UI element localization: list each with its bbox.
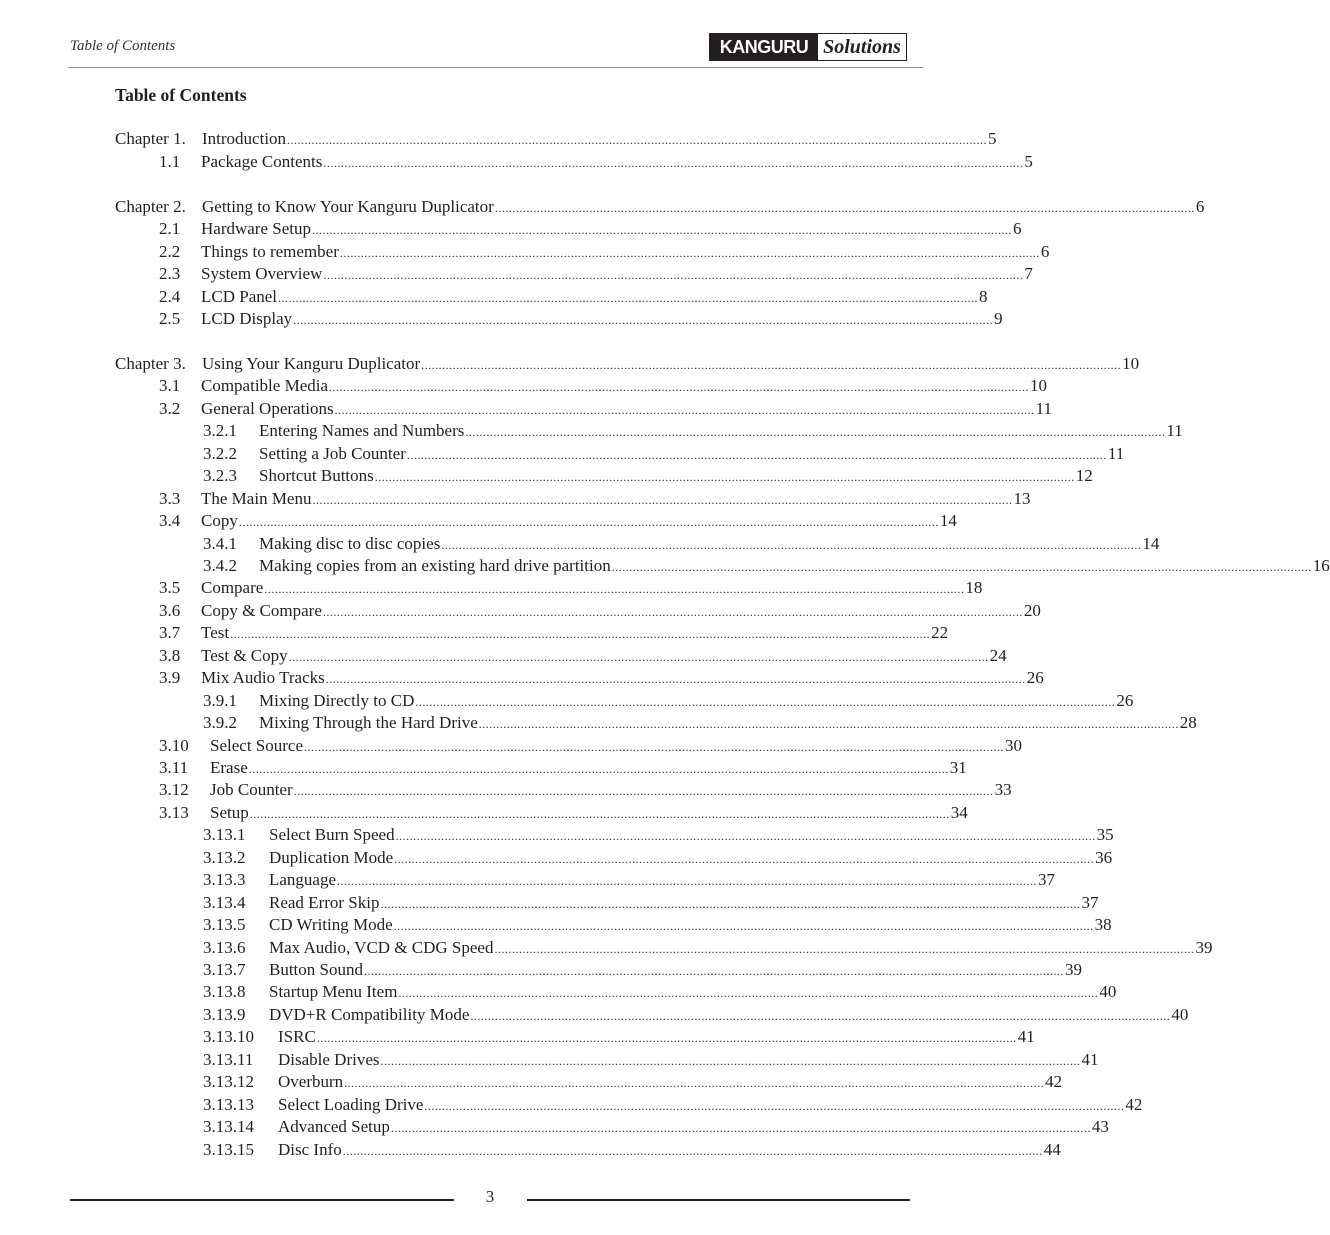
toc-dot-leader: ........................................................................................................................................................................................................ <box>415 695 1116 709</box>
toc-dot-leader: ........................................................................................................................................................................................................ <box>364 964 1064 978</box>
toc-entry-page: 7 <box>1024 264 1033 283</box>
toc-entry-title: Making disc to disc copies <box>259 534 441 553</box>
toc-dot-leader: ........................................................................................................................................................................................................ <box>312 223 1012 237</box>
toc-entry-page: 16 <box>1312 556 1330 575</box>
toc-entry-number: 3.11 <box>159 758 189 777</box>
toc-entry-title: Startup Menu Item <box>269 982 398 1001</box>
toc-entry[interactable] <box>203 420 1183 442</box>
toc-entry-number: 3.12 <box>159 780 189 799</box>
toc-entry-number: 3.3 <box>159 489 181 508</box>
toc-entry[interactable] <box>159 218 1022 240</box>
toc-entry[interactable] <box>203 1049 1099 1071</box>
toc-entry-number: 3.2.2 <box>203 444 237 463</box>
toc-entry-page: 37 <box>1081 893 1099 912</box>
toc-entry-page: 24 <box>989 646 1007 665</box>
toc-dot-leader: ........................................................................................................................................................................................................ <box>374 470 1075 484</box>
toc-dot-leader: ........................................................................................................................................................................................................ <box>465 425 1166 439</box>
toc-entry-title: Setup <box>210 803 249 822</box>
toc-dot-leader: ........................................................................................................................................................................................................ <box>323 268 1024 282</box>
toc-entry-page: 30 <box>1005 736 1022 755</box>
toc-entry[interactable] <box>203 555 1330 577</box>
toc-entry-number: 3.13.14 <box>203 1117 254 1136</box>
logo-tagline: Solutions <box>823 35 901 58</box>
toc-entry[interactable] <box>203 1116 1109 1138</box>
toc-entry-page: 5 <box>988 129 997 148</box>
toc-entry-title: ISRC <box>278 1027 316 1046</box>
toc-entry-number: 2.2 <box>159 242 181 261</box>
toc-dot-leader: ........................................................................................................................................................................................................ <box>337 874 1038 888</box>
toc-entry-title: Entering Names and Numbers <box>259 421 465 440</box>
toc-dot-leader: ........................................................................................................................................................................................................ <box>323 156 1024 170</box>
toc-entry-title: Using Your Kanguru Duplicator <box>202 354 421 373</box>
toc-entry[interactable] <box>203 981 1117 1003</box>
toc-entry-number: 3.13.7 <box>203 960 246 979</box>
toc-heading: Table of Contents <box>115 85 247 105</box>
toc-entry-page: 39 <box>1065 960 1082 979</box>
toc-entry-page: 37 <box>1038 870 1056 889</box>
toc-entry[interactable] <box>203 1139 1061 1161</box>
toc-dot-leader: ........................................................................................................................................................................................................ <box>424 1099 1125 1113</box>
toc-entry-number: 3.4.1 <box>203 534 237 553</box>
toc-entry-title: Button Sound <box>269 960 363 979</box>
toc-entry[interactable] <box>115 128 997 150</box>
toc-entry[interactable] <box>203 1094 1143 1116</box>
toc-entry[interactable] <box>115 353 1140 375</box>
toc-entry-page: 5 <box>1024 152 1033 171</box>
toc-dot-leader: ........................................................................................................................................................................................................ <box>278 291 979 305</box>
toc-entry-page: 6 <box>1195 197 1205 216</box>
toc-entry[interactable] <box>203 533 1160 555</box>
toc-entry[interactable] <box>115 196 1205 218</box>
page-number: 3 <box>485 1187 495 1206</box>
toc-dot-leader: ........................................................................................................................................................................................................ <box>322 605 1023 619</box>
toc-entry[interactable] <box>159 645 1007 667</box>
toc-dot-leader: ........................................................................................................................................................................................................ <box>334 403 1035 417</box>
toc-dot-leader: ........................................................................................................................................................................................................ <box>393 919 1094 933</box>
toc-entry-page: 41 <box>1017 1027 1035 1046</box>
toc-entry-title: Erase <box>210 758 248 777</box>
toc-entry-number: 3.13.4 <box>203 893 246 912</box>
toc-entry[interactable] <box>159 308 1003 330</box>
toc-entry[interactable] <box>203 824 1114 846</box>
footer-rule-right <box>527 1199 910 1201</box>
toc-dot-leader: ........................................................................................................................................................................................................ <box>329 380 1030 394</box>
toc-entry-title: Max Audio, VCD & CDG Speed <box>269 938 494 957</box>
toc-entry-number: 3.13.11 <box>203 1050 254 1069</box>
toc-entry-number: 3.6 <box>159 601 181 620</box>
toc-entry-number: 3.4 <box>159 511 181 530</box>
toc-entry-title: Introduction <box>202 129 287 148</box>
toc-entry-number: Chapter 2. <box>115 197 186 216</box>
toc-entry-page: 38 <box>1094 915 1112 934</box>
toc-entry-number: 3.2 <box>159 399 181 418</box>
toc-entry[interactable] <box>159 488 1031 510</box>
toc-dot-leader: ........................................................................................................................................................................................................ <box>421 358 1122 372</box>
toc-entry-title: Select Source <box>210 736 303 755</box>
toc-entry-page: 14 <box>1142 534 1160 553</box>
toc-entry-number: 3.13.6 <box>203 938 246 957</box>
toc-entry-number: 3.13.8 <box>203 982 246 1001</box>
toc-entry-number: 3.10 <box>159 736 189 755</box>
toc-entry[interactable] <box>159 286 988 308</box>
toc-entry-title: Job Counter <box>210 780 293 799</box>
toc-entry-number: 3.9.1 <box>203 691 237 710</box>
toc-entry-number: 3.13.1 <box>203 825 246 844</box>
toc-entry[interactable] <box>203 914 1112 936</box>
toc-entry-number: 3.13.5 <box>203 915 246 934</box>
toc-dot-leader: ........................................................................................................................................................................................................ <box>344 1076 1045 1090</box>
toc-dot-leader: ........................................................................................................................................................................................................ <box>380 1054 1081 1068</box>
toc-entry-number: Chapter 3. <box>115 354 186 373</box>
toc-entry[interactable] <box>203 443 1125 465</box>
toc-entry-page: 39 <box>1195 938 1213 957</box>
toc-entry-title: LCD Panel <box>201 287 278 306</box>
footer-rule-left <box>70 1199 454 1201</box>
toc-entry-number: 1.1 <box>159 152 181 171</box>
logo-wordmark: KANGURU <box>710 34 818 60</box>
toc-entry-number: 3.9.2 <box>203 713 237 732</box>
toc-entry-title: Disc Info <box>278 1140 342 1159</box>
toc-dot-leader: ........................................................................................................................................................................................................ <box>441 538 1142 552</box>
toc-entry[interactable] <box>159 577 983 599</box>
toc-entry[interactable] <box>159 151 1033 173</box>
toc-entry[interactable] <box>159 375 1048 397</box>
toc-dot-leader: ........................................................................................................................................................................................................ <box>342 1144 1043 1158</box>
toc-dot-leader: ........................................................................................................................................................................................................ <box>394 852 1095 866</box>
toc-dot-leader: ........................................................................................................................................................................................................ <box>316 1031 1017 1045</box>
toc-entry[interactable] <box>203 1071 1063 1093</box>
running-header-title: Table of Contents <box>70 38 176 54</box>
toc-entry-page: 44 <box>1043 1140 1061 1159</box>
toc-dot-leader: ........................................................................................................................................................................................................ <box>494 942 1195 956</box>
toc-entry-number: 3.7 <box>159 623 181 642</box>
toc-entry-number: 3.8 <box>159 646 181 665</box>
toc-entry-number: 3.13.10 <box>203 1027 254 1046</box>
toc-dot-leader: ........................................................................................................................................................................................................ <box>398 986 1099 1000</box>
toc-entry[interactable] <box>159 735 1022 757</box>
toc-entry-page: 6 <box>1040 242 1050 261</box>
toc-entry-number: 2.4 <box>159 287 181 306</box>
toc-entry-title: Setting a Job Counter <box>259 444 406 463</box>
toc-entry-number: 3.13.13 <box>203 1095 254 1114</box>
toc-dot-leader: ........................................................................................................................................................................................................ <box>249 807 950 821</box>
toc-dot-leader: ........................................................................................................................................................................................................ <box>264 582 965 596</box>
toc-entry-title: Getting to Know Your Kanguru Duplicator <box>202 197 494 216</box>
toc-entry[interactable] <box>159 600 1041 622</box>
toc-entry-page: 11 <box>1107 444 1125 463</box>
toc-entry-page: 14 <box>939 511 957 530</box>
toc-entry-title: Duplication Mode <box>269 848 394 867</box>
toc-entry-title: Select Burn Speed <box>269 825 395 844</box>
toc-entry-page: 10 <box>1122 354 1140 373</box>
toc-entry-page: 12 <box>1075 466 1093 485</box>
toc-entry[interactable] <box>159 779 1012 801</box>
toc-dot-leader: ........................................................................................................................................................................................................ <box>478 717 1179 731</box>
toc-dot-leader: ........................................................................................................................................................................................................ <box>380 897 1081 911</box>
toc-entry-title: Overburn <box>278 1072 344 1091</box>
toc-dot-leader: ........................................................................................................................................................................................................ <box>293 784 994 798</box>
toc-entry-title: System Overview <box>201 264 323 283</box>
toc-entry-number: 3.13.15 <box>203 1140 254 1159</box>
toc-entry[interactable] <box>159 757 967 779</box>
toc-entry-title: Test <box>201 623 230 642</box>
toc-entry-title: General Operations <box>201 399 334 418</box>
toc-dot-leader: ........................................................................................................................................................................................................ <box>406 448 1107 462</box>
toc-entry-title: DVD+R Compatibility Mode <box>269 1005 470 1024</box>
toc-entry[interactable] <box>159 241 1050 263</box>
toc-entry-title: Read Error Skip <box>269 893 380 912</box>
toc-entry-number: 3.2.1 <box>203 421 237 440</box>
toc-entry[interactable] <box>159 802 968 824</box>
toc-entry-title: Test & Copy <box>201 646 288 665</box>
toc-entry[interactable] <box>203 847 1113 869</box>
toc-entry-title: Compare <box>201 578 264 597</box>
toc-entry-page: 42 <box>1125 1095 1143 1114</box>
toc-entry-number: 3.2.3 <box>203 466 237 485</box>
toc-entry-title: Language <box>269 870 337 889</box>
toc-entry-page: 33 <box>994 780 1012 799</box>
toc-entry-page: 28 <box>1179 713 1197 732</box>
toc-entry-page: 18 <box>965 578 983 597</box>
toc-dot-leader: ........................................................................................................................................................................................................ <box>390 1121 1091 1135</box>
toc-entry-number: 3.13.3 <box>203 870 246 889</box>
toc-dot-leader: ........................................................................................................................................................................................................ <box>395 829 1096 843</box>
toc-entry[interactable] <box>159 510 957 532</box>
toc-dot-leader: ........................................................................................................................................................................................................ <box>470 1009 1171 1023</box>
toc-entry[interactable] <box>203 959 1082 981</box>
toc-dot-leader: ........................................................................................................................................................................................................ <box>287 133 988 147</box>
toc-entry-page: 35 <box>1096 825 1114 844</box>
toc-entry[interactable] <box>159 667 1044 689</box>
toc-entry-page: 26 <box>1116 691 1134 710</box>
toc-dot-leader: ........................................................................................................................................................................................................ <box>611 560 1312 574</box>
toc-entry-number: 3.13.12 <box>203 1072 254 1091</box>
toc-entry[interactable] <box>203 892 1099 914</box>
toc-entry-title: Select Loading Drive <box>278 1095 424 1114</box>
toc-entry-page: 42 <box>1045 1072 1063 1091</box>
toc-entry-title: Advanced Setup <box>278 1117 390 1136</box>
toc-entry[interactable] <box>203 465 1093 487</box>
toc-entry-title: Package Contents <box>201 152 323 171</box>
toc-entry-page: 40 <box>1099 982 1117 1001</box>
toc-entry-title: Making copies from an existing hard drive partition <box>259 556 611 575</box>
toc-entry-title: Copy <box>201 511 238 530</box>
toc-entry-page: 41 <box>1081 1050 1099 1069</box>
toc-entry-title: CD Writing Mode <box>269 915 393 934</box>
toc-entry[interactable] <box>203 690 1134 712</box>
toc-entry-number: 2.5 <box>159 309 181 328</box>
toc-dot-leader: ........................................................................................................................................................................................................ <box>248 762 949 776</box>
toc-entry-title: Things to remember <box>201 242 339 261</box>
toc-entry-page: 20 <box>1023 601 1041 620</box>
toc-entry-number: 3.13.2 <box>203 848 246 867</box>
toc-entry-title: Mixing Directly to CD <box>259 691 415 710</box>
toc-entry[interactable] <box>159 398 1053 420</box>
toc-dot-leader: ........................................................................................................................................................................................................ <box>339 246 1040 260</box>
toc-entry-number: 3.5 <box>159 578 181 597</box>
toc-entry[interactable] <box>203 712 1197 734</box>
toc-entry-number: 3.13.9 <box>203 1005 246 1024</box>
toc-dot-leader: ........................................................................................................................................................................................................ <box>312 493 1013 507</box>
toc-entry-title: Copy & Compare <box>201 601 322 620</box>
toc-entry-page: 36 <box>1095 848 1113 867</box>
toc-entry-number: 3.13 <box>159 803 189 822</box>
toc-dot-leader: ........................................................................................................................................................................................................ <box>293 313 994 327</box>
toc-dot-leader: ........................................................................................................................................................................................................ <box>288 650 989 664</box>
toc-entry-page: 22 <box>931 623 949 642</box>
toc-entry[interactable] <box>203 1004 1189 1026</box>
toc-dot-leader: ........................................................................................................................................................................................................ <box>230 627 931 641</box>
toc-entry-title: Hardware Setup <box>201 219 311 238</box>
toc-entry-number: 2.3 <box>159 264 181 283</box>
toc-dot-leader: ........................................................................................................................................................................................................ <box>494 201 1195 215</box>
toc-entry-page: 8 <box>979 287 988 306</box>
toc-dot-leader: ........................................................................................................................................................................................................ <box>325 672 1026 686</box>
toc-entry-title: The Main Menu <box>201 489 312 508</box>
toc-entry-page: 34 <box>950 803 968 822</box>
toc-entry-page: 26 <box>1026 668 1044 687</box>
toc-entry[interactable] <box>203 937 1213 959</box>
toc-entry[interactable] <box>159 263 1033 285</box>
toc-entry-title: Disable Drives <box>278 1050 380 1069</box>
toc-entry-number: 3.1 <box>159 376 181 395</box>
toc-entry-number: 3.4.2 <box>203 556 237 575</box>
toc-entry-page: 11 <box>1035 399 1053 418</box>
toc-entry-page: 40 <box>1171 1005 1189 1024</box>
toc-entry[interactable] <box>203 869 1056 891</box>
toc-entry-number: 2.1 <box>159 219 181 238</box>
toc-entry[interactable] <box>203 1026 1035 1048</box>
toc-dot-leader: ........................................................................................................................................................................................................ <box>304 740 1004 754</box>
toc-entry-page: 11 <box>1166 421 1183 440</box>
toc-entry-title: Compatible Media <box>201 376 329 395</box>
toc-entry-title: LCD Display <box>201 309 293 328</box>
toc-dot-leader: ........................................................................................................................................................................................................ <box>238 515 939 529</box>
toc-entry-page: 13 <box>1013 489 1031 508</box>
toc-entry-title: Mixing Through the Hard Drive <box>259 713 478 732</box>
toc-entry[interactable] <box>159 622 949 644</box>
toc-entry-page: 6 <box>1013 219 1022 238</box>
toc-entry-number: Chapter 1. <box>115 129 186 148</box>
toc-entry-page: 9 <box>994 309 1003 328</box>
toc-entry-page: 10 <box>1030 376 1048 395</box>
toc-entry-page: 43 <box>1091 1117 1109 1136</box>
toc-entry-number: 3.9 <box>159 668 181 687</box>
toc-entry-page: 31 <box>949 758 967 777</box>
toc-entry-title: Shortcut Buttons <box>259 466 374 485</box>
toc-entry-title: Mix Audio Tracks <box>201 668 325 687</box>
